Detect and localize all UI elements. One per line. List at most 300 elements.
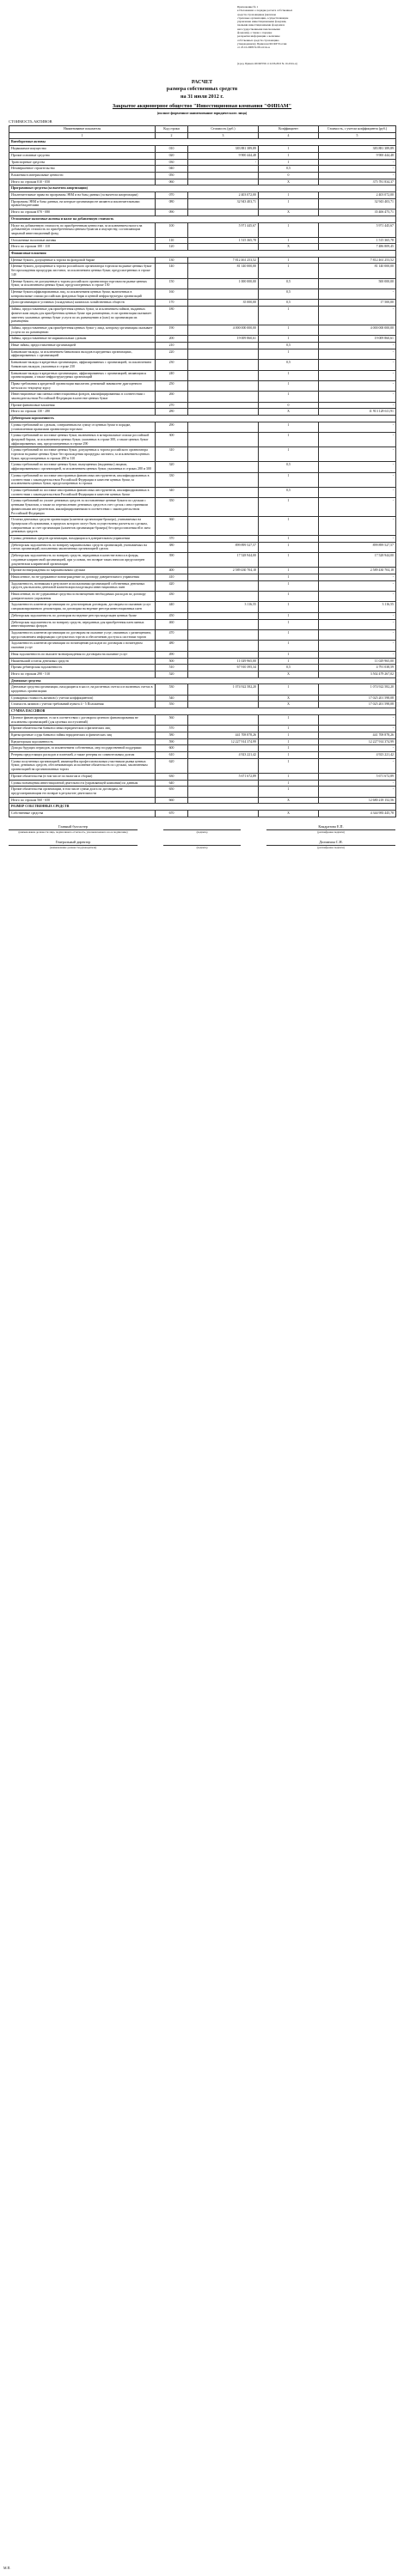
row-weighted: 17 025 201 598,08 xyxy=(319,702,396,708)
row-coef: 1 xyxy=(259,159,319,166)
table-row xyxy=(9,325,396,335)
row-coef: 1 xyxy=(259,536,319,543)
row-weighted: 12 680 218 152,56 xyxy=(319,797,396,804)
table-row xyxy=(9,402,396,409)
row-coef: 0,5 xyxy=(259,343,319,349)
col-number: 3 xyxy=(188,132,259,139)
row-value xyxy=(188,392,259,402)
row-value xyxy=(188,360,259,370)
row-code: 380 xyxy=(156,542,188,552)
row-code: 400 xyxy=(156,568,188,574)
row-coef: 1 xyxy=(259,422,319,432)
row-code: 110 xyxy=(156,237,188,244)
row-weighted: - xyxy=(319,780,396,787)
row-value xyxy=(188,629,259,640)
row-code: 280 xyxy=(156,409,188,416)
row-code: 630 xyxy=(156,773,188,780)
table-row xyxy=(9,192,396,199)
row-name: Задолженность клиентов организации по договорам на оказание услуг, связанных с размещением, предоставлением информации о результатах торгов и обеспечению доступа к системам торгов xyxy=(9,629,156,640)
row-value: 17 528 944,00 xyxy=(188,553,259,568)
row-weighted: - xyxy=(319,433,396,447)
row-name: Суммы требований по поставке ценных бумаг, выпущенных (выданных) лицами, аффилированными с организацией, за исключением ценных бумаг, указанных в строках 280 и 300 xyxy=(9,462,156,472)
table-row xyxy=(9,568,396,574)
row-weighted: - xyxy=(319,574,396,580)
col-header-weighted: Стоимость, с учетом коэффициента (руб.) xyxy=(319,126,396,133)
row-weighted: - xyxy=(319,536,396,543)
row-name: Прочие вознаграждения по маржинальным сделкам xyxy=(9,568,156,574)
row-value: 899 899 527,57 xyxy=(188,542,259,552)
row-value xyxy=(188,574,259,580)
row-coef: 0,5 xyxy=(259,289,319,299)
row-code: 300 xyxy=(156,433,188,447)
row-code: 580 xyxy=(156,732,188,738)
table-row xyxy=(9,278,396,289)
row-value xyxy=(188,172,259,179)
row-code: 290 xyxy=(156,422,188,432)
table-row xyxy=(9,780,396,787)
col-number: 2 xyxy=(156,132,188,139)
row-code: 440 xyxy=(156,602,188,612)
section-row xyxy=(9,416,396,422)
table-row xyxy=(9,517,396,536)
role-caption: (наименование должности руководителя) xyxy=(49,846,97,849)
section-row xyxy=(9,708,396,715)
row-value xyxy=(188,671,259,677)
row-weighted: 9 900 444,48 xyxy=(319,152,396,159)
total-row xyxy=(9,409,396,416)
row-weighted: 1 515 365,78 xyxy=(319,237,396,244)
row-value xyxy=(188,651,259,658)
row-code: 010 xyxy=(156,146,188,153)
row-code: 190 xyxy=(156,325,188,335)
row-name: Отложенные налоговые активы xyxy=(9,237,156,244)
row-coef: 1 xyxy=(259,745,319,752)
row-name: Кредиторская задолженность xyxy=(9,738,156,745)
row-coef: 1 xyxy=(259,758,319,773)
row-value xyxy=(188,517,259,536)
row-code: 060 xyxy=(156,179,188,185)
row-value: 19 009 860,61 xyxy=(188,336,259,343)
row-weighted: - xyxy=(319,392,396,402)
row-weighted: - xyxy=(319,447,396,462)
table-number-row xyxy=(9,132,396,139)
row-coef: 1 xyxy=(259,349,319,359)
row-code: 640 xyxy=(156,780,188,787)
table-row xyxy=(9,433,396,447)
row-coef: 1 xyxy=(259,447,319,462)
row-value xyxy=(188,433,259,447)
row-name: Дебиторская задолженность по возврату средств, переданных в качестве взноса в фонды, созданные клиринговой организацией, при условии, что возврат таких взносов предусмотрен документами клиринговой организации xyxy=(9,553,156,568)
row-name: Транспортные средства xyxy=(9,159,156,166)
row-coef: 1 xyxy=(259,146,319,153)
row-coef: 1 xyxy=(259,542,319,552)
row-value: 4 923 221,42 xyxy=(188,752,259,759)
row-value xyxy=(188,758,259,773)
company-name: Закрытое акционерное общество "Инвестиционная компания "ФИНАМ" xyxy=(112,103,292,109)
row-weighted: 899 899 527,57 xyxy=(319,542,396,552)
row-code: 310 xyxy=(156,447,188,462)
director-signature xyxy=(9,840,395,855)
row-value: 7 812 461 253,52 xyxy=(188,257,259,264)
row-value: 2 403 072,00 xyxy=(188,192,259,199)
row-code: 420 xyxy=(156,580,188,591)
row-name: Начисленные, но не удержанные средства по возмещению необходимых расходов по договору доверительного управления xyxy=(9,592,156,602)
row-coef: 0 xyxy=(259,172,319,179)
row-weighted: - xyxy=(319,592,396,602)
row-name: Ценные бумаги аффилированных лиц, за исключением ценных бумаг, включенных в котировальные списки российских фондовых бирж и ценной инфраструктуры организаций xyxy=(9,289,156,299)
row-name: Дебиторская задолженность по возврату маржинальных средств организаций, учитываемых на счетах организаций, исполнения заключенных организацией сделок xyxy=(9,542,156,552)
row-value xyxy=(188,402,259,409)
row-coef: 1 xyxy=(259,780,319,787)
row-value xyxy=(188,349,259,359)
row-weighted: 375 781 834,37 xyxy=(319,179,396,185)
row-name: Суммы требований по поставке ценных бумаг, допущенных к торгам российского организатора торговли на рынке ценных бумаг без прохождения процедуры листинга, за исключением ценных бумаг, предусмотренных в строках 280 и 310 xyxy=(9,447,156,462)
table-row xyxy=(9,651,396,658)
row-code: 610 xyxy=(156,752,188,759)
row-coef: 1 xyxy=(259,732,319,738)
row-weighted: - xyxy=(319,349,396,359)
row-code: 080 xyxy=(156,198,188,209)
row-value xyxy=(188,580,259,591)
row-weighted: 7 486 809,45 xyxy=(319,244,396,251)
row-value xyxy=(188,179,259,185)
row-value xyxy=(188,488,259,498)
row-name: Итого по строкам 100 - 110 xyxy=(9,244,156,251)
row-name: Суммы требований по сделкам, совершенным на сумму от ценных бумаг в порядке, установленном правилами организатора торговли xyxy=(9,422,156,432)
row-coef: 0 xyxy=(259,402,319,409)
row-name: Банковские вклады в кредитных организациях, аффилированных с организацией, за исключением банковских вкладов, указанных в строке 230 xyxy=(9,360,156,370)
table-row xyxy=(9,152,396,159)
row-code: 020 xyxy=(156,152,188,159)
row-code: 490 xyxy=(156,651,188,658)
row-name: Резервы предстоящих расходов и платежей, а также резервы по сомнительным долгам xyxy=(9,752,156,759)
table-row xyxy=(9,658,396,665)
section-title: Отложенные налоговые активы и налог на добавленную стоимость xyxy=(9,216,396,222)
row-coef: 0,5 xyxy=(259,462,319,472)
table-row xyxy=(9,198,396,209)
row-code: 460 xyxy=(156,619,188,629)
section-row xyxy=(9,677,396,684)
table-row xyxy=(9,172,396,179)
table-row xyxy=(9,360,396,370)
row-code: 390 xyxy=(156,553,188,568)
row-coef: 1 xyxy=(259,222,319,237)
table-row xyxy=(9,422,396,432)
row-weighted: 35 406 475,71 xyxy=(319,210,396,216)
table-row xyxy=(9,758,396,773)
row-coef: 1 xyxy=(259,307,319,325)
table-row xyxy=(9,714,396,725)
row-coef: 0,5 xyxy=(259,488,319,498)
section-row xyxy=(9,216,396,222)
row-value xyxy=(188,447,259,462)
name-caption: (расшифровка подписи) xyxy=(317,846,345,849)
row-coef: 1 xyxy=(259,336,319,343)
table-row xyxy=(9,536,396,543)
row-weighted: 2 403 072,00 xyxy=(319,192,396,199)
row-code: 120 xyxy=(156,244,188,251)
row-name: Целевое финансирование, если в соответствии с договором целевого финансирования не исключены организацией (для целевых поступлений) xyxy=(9,714,156,725)
row-name: Прочие обязательства (в том числе по налогам и сборам) xyxy=(9,773,156,780)
row-name: Займы, предоставленные для приобретения ценных бумаг, за исключением займов, выданных физическим лицам для приобретения ценных бумаг при размещении, если организация оказывает эмитенту указанных ценных бумаг услуги по их размещению и (или) по организации их размещения xyxy=(9,307,156,325)
row-coef: X xyxy=(259,210,319,216)
row-coef: 0,5 xyxy=(259,300,319,307)
row-coef: X xyxy=(259,702,319,708)
row-weighted: 500 000,00 xyxy=(319,278,396,289)
row-code: 480 xyxy=(156,641,188,651)
row-value: 5 671 672,89 xyxy=(188,773,259,780)
row-name: Суммы требований по уплате денежных средств за поставленные ценные бумаги по сделкам с ценными бумагами, а также по перечислению денежных средств в счет сделок с иностранными финансовыми инструментами, квалифицированными в соответствии с законодательством Российской Федерации xyxy=(9,498,156,517)
row-name: Ценные бумаги, не допущенные к торгам российского организатора торговли на рынке ценных бумаг, за исключением ценных бумаг, предусмотренных в строке 150 xyxy=(9,278,156,289)
row-value xyxy=(188,166,259,173)
row-weighted: - xyxy=(319,380,396,391)
row-value xyxy=(188,695,259,702)
row-code: 410 xyxy=(156,574,188,580)
row-coef: 1 xyxy=(259,553,319,568)
section-row xyxy=(9,185,396,192)
row-name: Суммы возмещения инвестиционной деятельности (управляющей компании) по данным xyxy=(9,780,156,787)
row-weighted: - xyxy=(319,289,396,299)
row-weighted: 383 881 389,89 xyxy=(319,146,396,153)
row-code: 130 xyxy=(156,257,188,264)
row-code: 070 xyxy=(156,192,188,199)
row-name: Итого по строкам 560 - 650 xyxy=(9,797,156,804)
row-coef: X xyxy=(259,409,319,416)
total-row xyxy=(9,244,396,251)
row-name: Денежные средства организации, находящиеся в кассе, на расчетных счетах и в валютных счетах в кредитных организациях xyxy=(9,684,156,695)
table-row xyxy=(9,574,396,580)
row-weighted: - xyxy=(319,172,396,179)
row-weighted: 11 029 965,00 xyxy=(319,658,396,665)
row-coef: 1 xyxy=(259,472,319,487)
row-name: Суммы требований по поставке иностранных финансовых инструментов, квалифицированных в соответствии с законодательством Российской Федерации в качестве ценных бумаг, за исключением ценных бумаг, предусмотренных в строках xyxy=(9,472,156,487)
row-code: 510 xyxy=(156,665,188,671)
row-coef: X xyxy=(259,695,319,702)
row-weighted: 7 812 461 253,52 xyxy=(319,257,396,264)
row-coef: 1 xyxy=(259,726,319,732)
row-value xyxy=(188,307,259,325)
row-code: 540 xyxy=(156,695,188,702)
row-coef: 1 xyxy=(259,325,319,335)
row-value xyxy=(188,244,259,251)
row-name: Дебиторская задолженность по договорам на ведение реестра владельцев ценных бумаг xyxy=(9,612,156,619)
total-row xyxy=(9,811,396,817)
table-row xyxy=(9,752,396,759)
director-name: Долмихин С.Н. xyxy=(319,840,343,844)
table-row xyxy=(9,159,396,166)
table-row xyxy=(9,629,396,640)
row-coef: X xyxy=(259,671,319,677)
row-code: 620 xyxy=(156,758,188,773)
row-coef: 1 xyxy=(259,237,319,244)
row-code: 210 xyxy=(156,343,188,349)
row-weighted: - xyxy=(319,472,396,487)
col-header-coef: Коэффициент xyxy=(259,126,319,133)
row-weighted: - xyxy=(319,758,396,773)
table-row xyxy=(9,641,396,651)
row-coef: 1 xyxy=(259,787,319,797)
row-value xyxy=(188,714,259,725)
table-row xyxy=(9,264,396,278)
row-code: 650 xyxy=(156,787,188,797)
row-code: 530 xyxy=(156,684,188,695)
row-value xyxy=(188,702,259,708)
row-code: 140 xyxy=(156,264,188,278)
row-weighted: - xyxy=(319,787,396,797)
row-coef: 1 xyxy=(259,580,319,591)
row-coef: 1 xyxy=(259,264,319,278)
row-value: 67 910 395,34 xyxy=(188,665,259,671)
table-row xyxy=(9,787,396,797)
row-code: 360 xyxy=(156,517,188,536)
row-coef: 0,5 xyxy=(259,360,319,370)
table-row xyxy=(9,592,396,602)
row-name: Дебиторская задолженность по возврату средств, переданных для приобретения паев паевых инвестиционных фондов xyxy=(9,619,156,629)
row-coef: 1 xyxy=(259,612,319,619)
row-name: Налог на добавленную стоимость по приобретенным ценностям, за исключением налога на добавленную стоимость по приобретенным ценным бумагам и имуществу, составляющим закрытый инвестиционный фонд xyxy=(9,222,156,237)
row-code: 320 xyxy=(156,462,188,472)
row-name: Суммы требований по поставке иностранных финансовых инструментов, квалифицированных в соответствии с законодательством Российской Федерации в качестве ценных бумаг xyxy=(9,488,156,498)
row-value: 383 881 389,89 xyxy=(188,146,259,153)
section-title: Дебиторская задолженность xyxy=(9,416,396,422)
row-code: 370 xyxy=(156,536,188,543)
row-name: Вложения в материальные ценности xyxy=(9,172,156,179)
document-title: РАСЧЕТ xyxy=(191,79,213,85)
table-row xyxy=(9,745,396,752)
calculation-table xyxy=(9,125,396,817)
table-row xyxy=(9,336,396,343)
table-row xyxy=(9,553,396,568)
row-weighted: 12 227 914 374,99 xyxy=(319,738,396,745)
row-code: 550 xyxy=(156,702,188,708)
row-coef: 1 xyxy=(259,592,319,602)
row-code: 050 xyxy=(156,172,188,179)
row-weighted: 17 528 944,00 xyxy=(319,553,396,568)
row-value xyxy=(188,641,259,651)
row-name: Начисленное, но не удержанное вознаграждение по договору доверительного управления xyxy=(9,574,156,580)
row-code: 230 xyxy=(156,360,188,370)
row-value: 2 589 430 704,18 xyxy=(188,568,259,574)
row-coef: 1 xyxy=(259,658,319,665)
row-value xyxy=(188,592,259,602)
row-name: Права требования к кредитной организации выплатить денежный эквивалент драгоценного металла по текущему курсу xyxy=(9,380,156,391)
row-value: 32 943 403,71 xyxy=(188,198,259,209)
row-value xyxy=(188,422,259,432)
row-coef: X xyxy=(259,179,319,185)
annex-header: Приложение № 1 к Положению о порядке расчета собственных средств страховщиков (включая страховые организации, осуществляющие управление инвестиционными фондами, паевыми инвестиционными фондами и негосударственными пенсионными фондами), а также о порядке раскрытия информации о величине собственных средств страховщика утвержденному Приказом ФСФР России от 23.10.2008 № 08-41/пз-н xyxy=(237,5,293,50)
stamp-place: М.П. xyxy=(3,2566,11,2570)
row-weighted: 5 971 445,67 xyxy=(319,222,396,237)
row-name: Займы, предоставленные не маржинальным сделкам xyxy=(9,336,156,343)
row-name: Итого по строкам 290 - 510 xyxy=(9,671,156,677)
section-title: СУММА ПАССИВОВ xyxy=(9,708,396,715)
row-code: 560 xyxy=(156,714,188,725)
row-value xyxy=(188,619,259,629)
row-value: 11 029 965,00 xyxy=(188,658,259,665)
section-title: Программные средства (за вычетом амортизации) xyxy=(9,185,396,192)
row-coef: 1 xyxy=(259,684,319,695)
row-value xyxy=(188,343,259,349)
row-code: 250 xyxy=(156,380,188,391)
row-name: Банковские вклады, за исключением банковских вкладов в кредитных организациях, аффилированных с организацией xyxy=(9,349,156,359)
table-row xyxy=(9,726,396,732)
row-name: Исключительные права на программы ЭВМ и на базы данных (за вычетом амортизации) xyxy=(9,192,156,199)
row-code: 090 xyxy=(156,210,188,216)
row-value xyxy=(188,380,259,391)
row-value: 1 000 000,00 xyxy=(188,278,259,289)
row-value xyxy=(188,797,259,804)
row-code: 260 xyxy=(156,392,188,402)
row-coef: 1 xyxy=(259,629,319,640)
row-value: 81 140 000,00 xyxy=(188,264,259,278)
row-name: Недвижимое имущество xyxy=(9,146,156,153)
name-caption: (расшифровка подписи) xyxy=(317,830,345,834)
row-code: 180 xyxy=(156,307,188,325)
row-value xyxy=(188,536,259,543)
row-weighted: - xyxy=(319,488,396,498)
row-weighted: - xyxy=(319,498,396,517)
table-row xyxy=(9,498,396,517)
row-code: 200 xyxy=(156,336,188,343)
row-name: Ценные бумаги, допущенные к торгам российского организатора торговли на рынке ценных бумаг без прохождения процедуры листинга, за исключением ценных бумаг, предусмотренных в строке 140 xyxy=(9,264,156,278)
table-row xyxy=(9,146,396,153)
row-weighted: 19 009 860,61 xyxy=(319,336,396,343)
table-row xyxy=(9,488,396,498)
row-code: 520 xyxy=(156,671,188,677)
row-value xyxy=(188,370,259,380)
row-coef: 1 xyxy=(259,641,319,651)
sign-caption: (подпись) xyxy=(196,830,208,834)
row-value xyxy=(188,745,259,752)
total-row xyxy=(9,179,396,185)
row-name: Итого по строкам 010 - 050 xyxy=(9,179,156,185)
row-code: 500 xyxy=(156,658,188,665)
row-value: 9 900 444,48 xyxy=(188,152,259,159)
row-value xyxy=(188,780,259,787)
row-code: 570 xyxy=(156,726,188,732)
section-title: РАЗМЕР СОБСТВЕННЫХ СРЕДСТВ xyxy=(9,804,396,811)
section-row xyxy=(9,251,396,258)
row-name: Задолженность клиентов организации по возмещению расходов по договорам о возмездном оказании услуг xyxy=(9,641,156,651)
row-name: Итого по строкам 130 - 280 xyxy=(9,409,156,416)
row-weighted: - xyxy=(319,641,396,651)
section-heading: СТОИМОСТЬ АКТИВОВ xyxy=(9,119,52,124)
table-row xyxy=(9,307,396,325)
row-coef: 1 xyxy=(259,651,319,658)
row-coef: 0,5 xyxy=(259,665,319,671)
row-coef: X xyxy=(259,797,319,804)
table-row xyxy=(9,222,396,237)
row-name: Банковские вклады в кредитных организациях, аффилированных с организацией, являющихся организациями, а также инфраструктурных организаций xyxy=(9,370,156,380)
row-coef: 1 xyxy=(259,714,319,725)
table-row xyxy=(9,684,396,695)
row-value: 12 227 914 374,99 xyxy=(188,738,259,745)
annex-edition-note: (в ред. Приказа ФСФР РФ от 22.06.2010 № 10-43/пз-н) xyxy=(237,62,297,65)
row-name: Собственные средства xyxy=(9,811,156,817)
row-name: Иная задолженность по выплате вознаграждения по договорам на оказание услуг xyxy=(9,651,156,658)
row-code: 220 xyxy=(156,349,188,359)
row-name: Наименьший остаток денежных средств xyxy=(9,658,156,665)
row-name: Инвестиционные паи паевых инвестиционных фондов, квалифицированных в соответствии с законодательством Российской Федерации в качестве ценных бумаг xyxy=(9,392,156,402)
chief-accountant-role: Главный бухгалтер xyxy=(58,824,89,829)
row-value xyxy=(188,787,259,797)
chief-accountant-name: Кондратова Е.П. xyxy=(318,824,344,829)
row-weighted: - xyxy=(319,726,396,732)
row-value: 3 116,55 xyxy=(188,602,259,612)
row-weighted: - xyxy=(319,159,396,166)
row-name: Прочие основные средства xyxy=(9,152,156,159)
row-weighted: 5 671 672,89 xyxy=(319,773,396,780)
